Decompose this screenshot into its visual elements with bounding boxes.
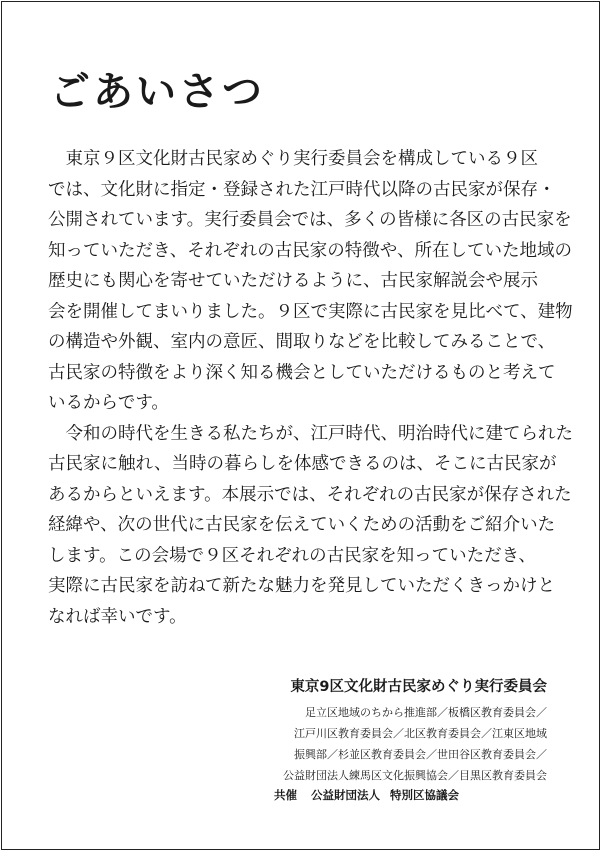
greeting-body — [48, 144, 573, 632]
body-line: 歴史にも関心を寄せていただけるように、古民家解説会や展示 — [48, 271, 538, 291]
body-line: の構造や外観、室内の意匠、間取りなどを比較してみることで、 — [48, 332, 556, 352]
page-title: ごあいさつ — [50, 69, 265, 115]
cosponsor-label: 共催 — [274, 788, 297, 802]
body-line: します。この会場で９区それぞれの古民家を知っていただき、 — [48, 545, 536, 566]
body-line: あるからといえます。本展示では、それぞれの古民家が保存された — [48, 484, 572, 505]
signature-block — [107, 676, 547, 786]
body-line: 実際に古民家を訪ねて新たな魅力を発見していただくきっかけと — [48, 576, 556, 596]
body-line: 公開されています。実行委員会では、多くの皆様に各区の古民家を — [48, 210, 572, 230]
body-line: 知っていただき、それぞれの古民家の特徴や、所在していた地域の — [48, 240, 572, 261]
member-line: 振興部／杉並区教育委員会／世田谷区教育委員会／ — [294, 748, 547, 761]
member-line: 公益財団法人練馬区文化振興協会／目黒区教育委員会 — [283, 769, 547, 782]
body-line: 古民家に触れ、当時の暮らしを体感できるのは、そこに古民家が — [48, 454, 557, 474]
cosponsor-line — [274, 786, 459, 804]
body-line: いるからです。 — [48, 393, 169, 413]
cosponsor-org-name: 特別区協議会 — [390, 788, 459, 802]
member-line: 江戸川区教育委員会／北区教育委員会／江東区地域 — [294, 727, 547, 740]
body-line: 古民家の特徴をより深く知る機会としていただけるものと考えて — [48, 362, 556, 383]
body-line: 東京９区文化財古民家めぐり実行委員会を構成している９区 — [48, 149, 538, 169]
member-list — [107, 702, 547, 786]
body-line: なれば幸いです。 — [48, 606, 187, 627]
body-line: 令和の時代を生きる私たちが、江戸時代、明治時代に建てられた — [48, 423, 573, 444]
member-line: 足立区地域のちから推進部／板橋区教育委員会／ — [305, 706, 547, 719]
cosponsor-org-type: 公益財団法人 — [311, 788, 380, 802]
body-line: 経緯や、次の世代に古民家を伝えていくための活動をご紹介いた — [48, 515, 556, 535]
organization-name: 東京9区文化財古民家めぐり実行委員会 — [290, 679, 547, 695]
body-line: 会を開催してまいりました。９区で実際に古民家を見比べて、建物 — [48, 301, 573, 322]
body-line: では、文化財に指定・登録された江戸時代以降の古民家が保存・ — [48, 179, 556, 200]
